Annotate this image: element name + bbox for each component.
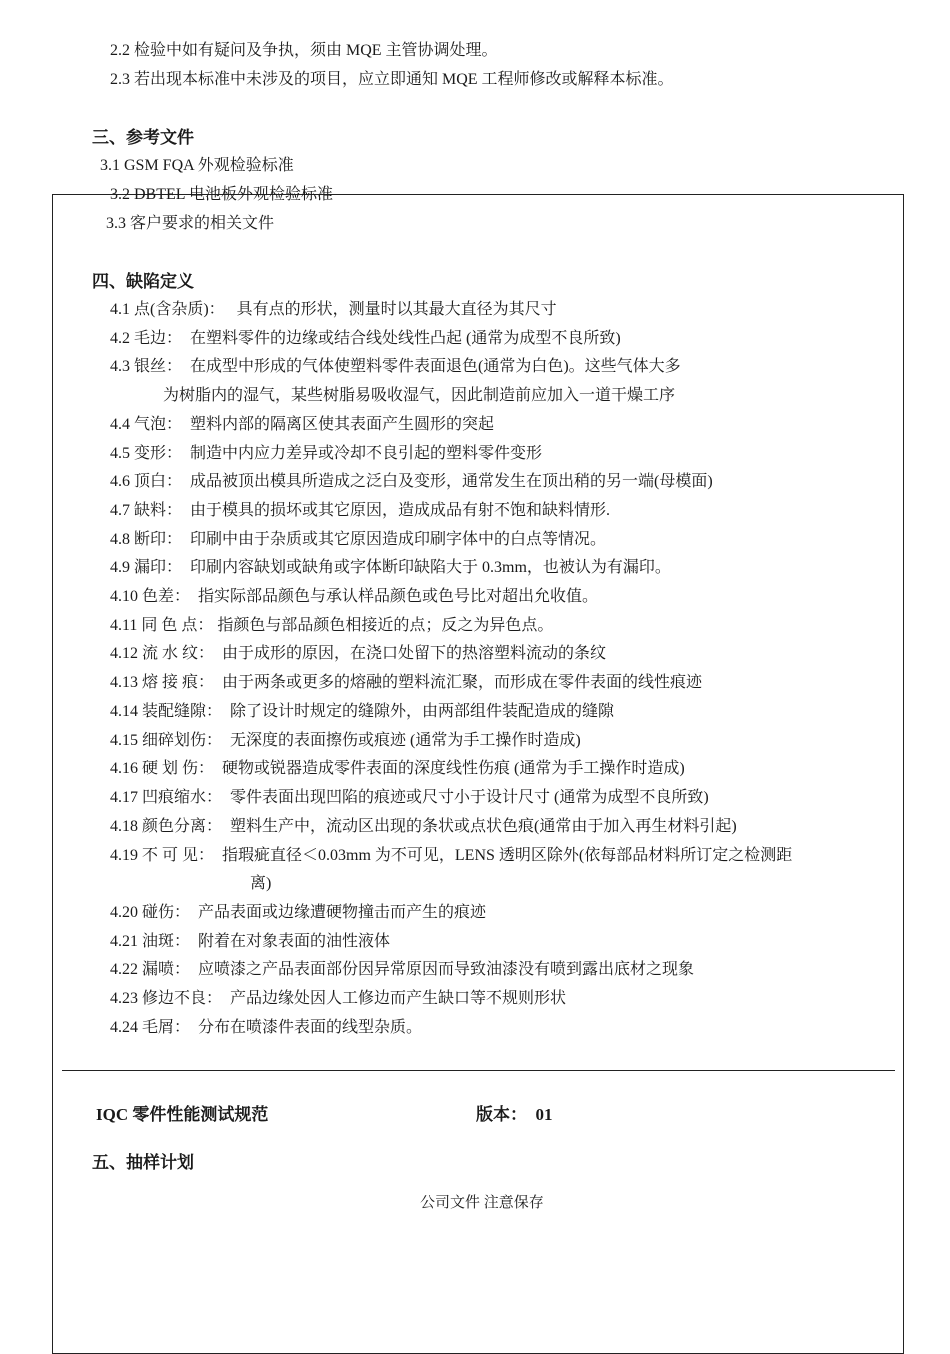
doc-title: IQC 零件性能测试规范 — [96, 1105, 269, 1124]
defect-label: 4.10 色差： — [110, 588, 191, 605]
defect-text: 塑料生产中，流动区出现的条状或点状色痕(通常由于加入再生材料引起) — [230, 818, 737, 835]
defect-label: 4.23 修边不良： — [110, 990, 223, 1007]
defect-4-21 — [110, 931, 390, 953]
defect-4-17 — [110, 787, 709, 809]
defect-4-18 — [110, 816, 737, 838]
defect-text: 在成型中形成的气体使塑料零件表面退色(通常为白色)。这些气体大多 — [190, 358, 681, 375]
defect-4-15 — [110, 730, 581, 752]
defect-4-22 — [110, 959, 694, 981]
defect-label: 4.4 气泡： — [110, 416, 183, 433]
defect-label: 4.21 油斑： — [110, 933, 191, 950]
defect-text: 无深度的表面擦伤或痕迹 (通常为手工操作时造成) — [230, 732, 581, 749]
defect-label: 4.13 熔 接 痕： — [110, 674, 215, 691]
defect-label: 4.16 硬 划 伤： — [110, 760, 215, 777]
section-5-title: 五、抽样计划 — [92, 1153, 194, 1172]
note-2-3: 2.3 若出现本标准中未涉及的项目，应立即通知 MQE 工程师修改或解释本标准。 — [110, 71, 674, 88]
defect-4-13 — [110, 672, 702, 694]
defect-text: 成品被顶出模具所造成之泛白及变形，通常发生在顶出稍的另一端(母模面) — [190, 473, 713, 490]
ref-item-3-2: 3.2 DBTEL 电池板外观检验标准 — [110, 186, 333, 203]
ref-item-3-1: 3.1 GSM FQA 外观检验标准 — [100, 157, 294, 174]
defect-4-19 — [110, 845, 792, 867]
defect-label: 4.2 毛边： — [110, 330, 183, 347]
defect-label: 4.14 装配缝隙： — [110, 703, 223, 720]
defect-4-3-continued: 为树脂内的湿气，某些树脂易吸收湿气，因此制造前应加入一道干燥工序 — [163, 387, 676, 404]
defect-label: 4.1 点(含杂质)： — [110, 301, 225, 318]
defect-text: 指颜色与部品颜色相接近的点；反之为异色点。 — [217, 617, 554, 634]
defect-text: 指瑕疵直径＜0.03mm 为不可见，LENS 透明区除外(依每部品材料所订定之检测距 — [222, 847, 793, 864]
page-divider — [62, 1070, 895, 1071]
defect-text: 具有点的形状，测量时以其最大直径为其尺寸 — [236, 301, 557, 318]
ref-item-3-3: 3.3 客户要求的相关文件 — [106, 215, 275, 232]
defect-4-9 — [110, 557, 671, 579]
defect-4-3 — [110, 356, 681, 378]
defect-text: 由于两条或更多的熔融的塑料流汇聚，而形成在零件表面的线性痕迹 — [222, 674, 703, 691]
defect-text: 除了设计时规定的缝隙外，由两部组件装配造成的缝隙 — [230, 703, 615, 720]
defect-label: 4.17 凹痕缩水： — [110, 789, 223, 806]
defect-label: 4.22 漏喷： — [110, 961, 191, 978]
defect-label: 4.5 变形： — [110, 445, 183, 462]
defect-4-20 — [110, 902, 486, 924]
defect-label: 4.20 碰伤： — [110, 904, 191, 921]
defect-label: 4.24 毛屑： — [110, 1019, 191, 1036]
defect-text: 在塑料零件的边缘或结合线处线性凸起 (通常为成型不良所致) — [190, 330, 621, 347]
defect-4-6 — [110, 471, 713, 493]
section-3-title: 三、参考文件 — [92, 128, 194, 147]
defect-label: 4.15 细碎划伤： — [110, 732, 223, 749]
defect-label: 4.3 银丝： — [110, 358, 183, 375]
defect-text: 制造中内应力差异或冷却不良引起的塑料零件变形 — [190, 445, 543, 462]
defect-4-5 — [110, 443, 542, 465]
defect-4-23 — [110, 988, 566, 1010]
section-4-title: 四、缺陷定义 — [92, 272, 194, 291]
defect-4-11 — [110, 615, 553, 637]
version-value: 01 — [535, 1105, 553, 1124]
doc-version — [476, 1104, 553, 1126]
defect-text: 产品表面或边缘遭硬物撞击而产生的痕迹 — [198, 904, 487, 921]
defect-4-24 — [110, 1017, 422, 1039]
defect-text: 塑料内部的隔离区使其表面产生圆形的突起 — [190, 416, 495, 433]
defect-4-7 — [110, 500, 610, 522]
defect-text: 硬物或锐器造成零件表面的深度线性伤痕 (通常为手工操作时造成) — [222, 760, 685, 777]
defect-text: 由于模具的损坏或其它原因，造成成品有射不饱和缺料情形. — [190, 502, 611, 519]
defect-text: 产品边缘处因人工修边而产生缺口等不规则形状 — [230, 990, 567, 1007]
defect-4-1 — [110, 299, 557, 321]
defect-label: 4.12 流 水 纹： — [110, 645, 215, 662]
defect-label: 4.19 不 可 见： — [110, 847, 215, 864]
defect-text: 零件表面出现凹陷的痕迹或尺寸小于设计尺寸 (通常为成型不良所致) — [230, 789, 709, 806]
defect-text: 印刷中由于杂质或其它原因造成印刷字体中的白点等情况。 — [190, 531, 607, 548]
defect-label: 4.18 颜色分离： — [110, 818, 223, 835]
defect-4-19-continued: 离) — [250, 875, 272, 892]
defect-4-14 — [110, 701, 614, 723]
defect-4-12 — [110, 643, 606, 665]
defect-4-2 — [110, 328, 621, 350]
defect-label: 4.9 漏印： — [110, 559, 183, 576]
defect-4-4 — [110, 414, 494, 436]
defect-text: 由于成形的原因，在浇口处留下的热溶塑料流动的条纹 — [222, 645, 607, 662]
defect-text: 应喷漆之产品表面部份因异常原因而导致油漆没有喷到露出底材之现象 — [198, 961, 695, 978]
footer-note: 公司文件 注意保存 — [420, 1195, 544, 1211]
defect-text: 指实际部品颜色与承认样品颜色或色号比对超出允收值。 — [198, 588, 599, 605]
defect-label: 4.11 同 色 点： — [110, 617, 214, 634]
defect-text: 附着在对象表面的油性液体 — [198, 933, 391, 950]
defect-4-8 — [110, 529, 606, 551]
version-label: 版本： — [476, 1105, 527, 1124]
defect-text: 分布在喷漆件表面的线型杂质。 — [198, 1019, 423, 1036]
defect-label: 4.6 顶白： — [110, 473, 183, 490]
note-2-2: 2.2 检验中如有疑问及争执，须由 MQE 主管协调处理。 — [110, 42, 498, 59]
defect-4-10 — [110, 586, 598, 608]
defect-label: 4.7 缺料： — [110, 502, 183, 519]
defect-4-16 — [110, 758, 685, 780]
defect-label: 4.8 断印： — [110, 531, 183, 548]
defect-text: 印刷内容缺划或缺角或字体断印缺陷大于 0.3mm，也被认为有漏印。 — [190, 559, 671, 576]
